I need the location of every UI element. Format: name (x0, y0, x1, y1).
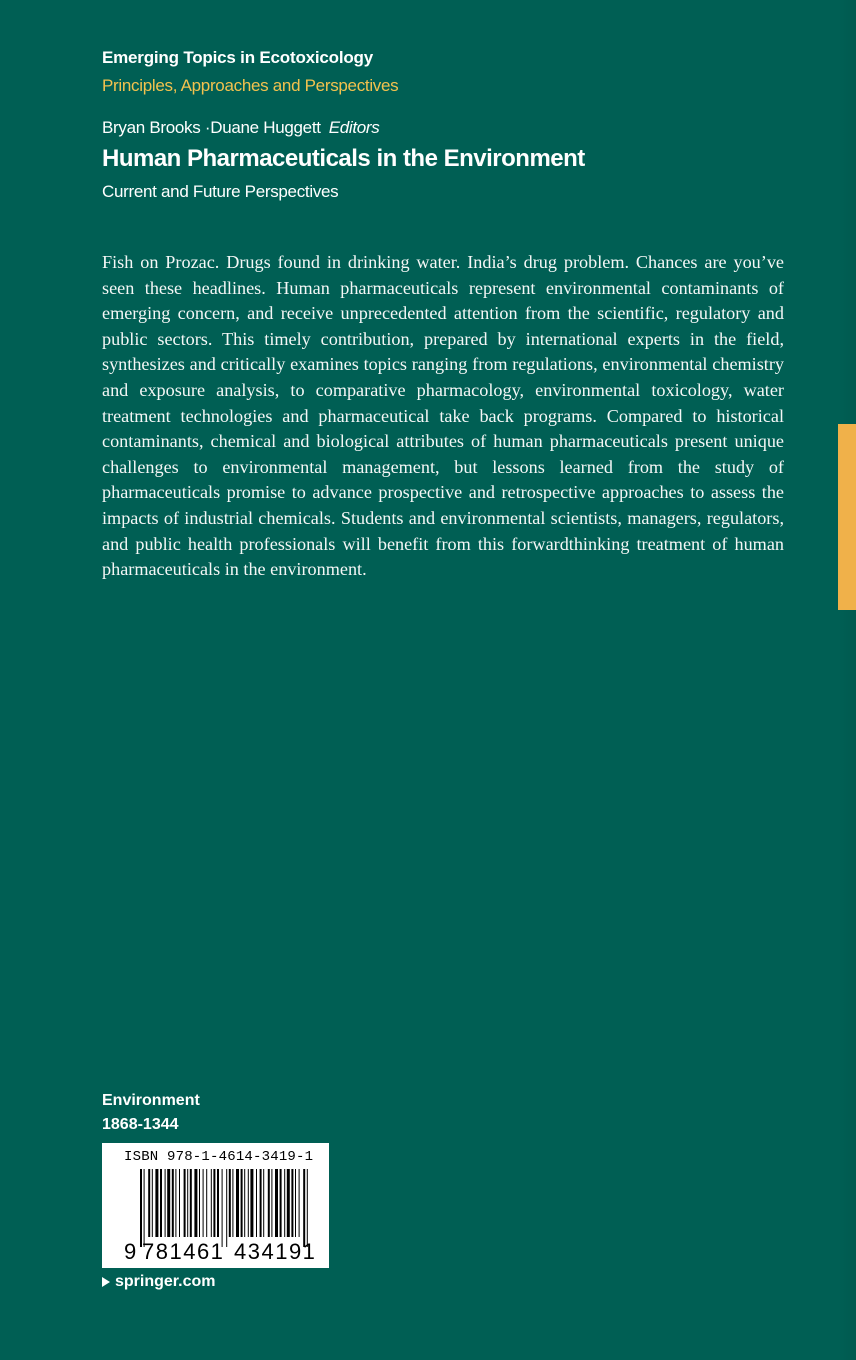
series-title: Emerging Topics in Ecotoxicology (102, 48, 373, 67)
barcode-bar (203, 1169, 204, 1237)
barcode-bar (232, 1169, 233, 1237)
barcode-bar (284, 1169, 285, 1237)
barcode-bar (229, 1169, 231, 1237)
barcode-bar (179, 1169, 180, 1237)
springer-link[interactable] (102, 1273, 215, 1291)
barcode-bar (144, 1169, 145, 1247)
series-subtitle: Principles, Approaches and Perspectives (102, 76, 399, 95)
barcode-bar (280, 1169, 282, 1237)
barcode-bar (217, 1169, 219, 1237)
barcode-bar (248, 1169, 249, 1237)
barcode-bar (268, 1169, 270, 1237)
barcode-bar (152, 1169, 153, 1237)
book-subtitle: Current and Future Perspectives (102, 182, 339, 201)
barcode-bar (172, 1169, 174, 1237)
spine-color-tab (838, 424, 856, 610)
barcode-bar (244, 1169, 245, 1237)
barcode-bar (140, 1169, 142, 1247)
editors-names: Bryan Brooks ·Duane Huggett (102, 118, 321, 137)
cover-edge-shade (838, 0, 856, 1360)
ean-first-digit: 9 (124, 1239, 137, 1264)
barcode-bar (165, 1169, 166, 1237)
isbn-label: ISBN 978-1-4614-3419-1 (124, 1149, 314, 1165)
barcode-bar (250, 1169, 253, 1237)
barcode-bar (148, 1169, 150, 1237)
barcode-bar (160, 1169, 162, 1237)
barcode-bar (287, 1169, 290, 1237)
editors-role: Editors (328, 118, 380, 137)
barcode-bar (307, 1169, 308, 1247)
ean-left-digits: 781461 (142, 1239, 225, 1264)
barcode-bar (291, 1169, 293, 1237)
editors-line (102, 118, 380, 138)
barcode-bar (175, 1169, 176, 1237)
barcode-bar (236, 1169, 239, 1237)
barcode-bar (260, 1169, 262, 1237)
barcode-bar (206, 1169, 207, 1237)
issn-number: 1868-1344 (102, 1116, 179, 1133)
book-title: Human Pharmaceuticals in the Environment (102, 145, 585, 172)
barcode-bar (295, 1169, 296, 1237)
barcode-bar (155, 1169, 158, 1237)
springer-link-label[interactable]: springer.com (115, 1273, 216, 1290)
barcode-bar (199, 1169, 200, 1237)
barcode-bar (213, 1169, 215, 1237)
barcode-bar (184, 1169, 186, 1237)
barcode-bar (190, 1169, 192, 1237)
barcode-bar (275, 1169, 278, 1237)
barcode-bar (299, 1169, 300, 1237)
barcode-bar (256, 1169, 257, 1237)
subject-category: Environment (102, 1092, 200, 1109)
barcode-bar (226, 1169, 227, 1247)
blurb-text: Fish on Prozac. Drugs found in drinking water. India’s drug problem. Chances are you’ve seen these headlines. Human pharmaceuticals represent environmental contaminants of emerging concern, and receive unprecedented attention from the scientific, regulatory and public sectors. This timely contribution, prepared by international experts in the field, synthesizes and critically examines topics ranging from regulations, environmental chemistry and exposure analysis, to comparative pharmacology, environmental toxicology, water treatment technologies and pharmaceutical take back programs. Compared to historical contaminants, chemical and biological attributes of human pharmaceuticals present unique challenges to environmental management, but lessons learned from the study of pharmaceuticals promise to advance prospective and retrospective approaches to assess the impacts of industrial chemicals. Students and environmental scientists, managers, regulators, and public health professionals will benefit from this forwardthinking treatment of human pharmaceuticals in the environment. (102, 252, 784, 580)
barcode-bar (194, 1169, 197, 1237)
barcode-bar (241, 1169, 243, 1237)
barcode-box (102, 1143, 329, 1268)
barcode-bar (187, 1169, 188, 1237)
barcode-bar (211, 1169, 212, 1237)
barcode-bar (263, 1169, 264, 1237)
ean-right-digits: 434191 (234, 1239, 317, 1264)
triangle-right-icon (102, 1277, 110, 1287)
barcode-bar (303, 1169, 305, 1247)
barcode-bar (271, 1169, 272, 1237)
barcode-bar (222, 1169, 223, 1247)
barcode-bar (167, 1169, 170, 1237)
